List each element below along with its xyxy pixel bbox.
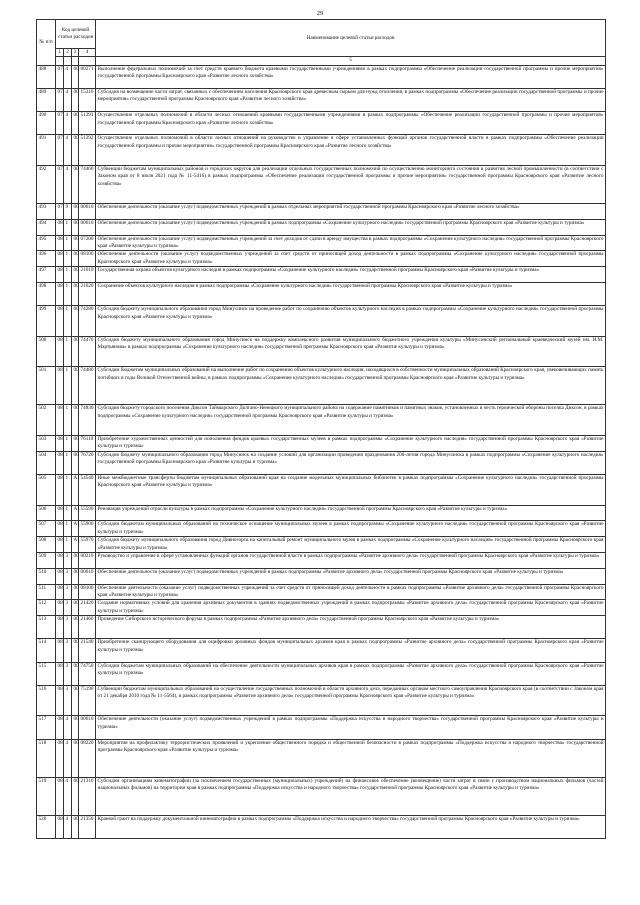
row-index: 499 bbox=[37, 306, 56, 337]
code-part-2: 1 bbox=[64, 537, 72, 553]
code-part-4: 07200 bbox=[79, 235, 96, 251]
row-index: 503 bbox=[37, 435, 56, 451]
code-part-1: 08 bbox=[56, 405, 64, 436]
row-index: 496 bbox=[37, 251, 56, 267]
code-part-3: 00 bbox=[72, 777, 79, 815]
code-part-1: 08 bbox=[56, 235, 64, 251]
table-row bbox=[37, 235, 606, 251]
row-index: 508 bbox=[37, 537, 56, 553]
row-description: Обеспечение деятельности (оказание услуг) подведомственных учреждений за счет доходов от сдачи в аренду имущества в рамках подпрограммы «Сохранение культурного наследия» государственной программы Красноярского края «Развитие культуры и туризма» bbox=[97, 235, 604, 249]
table-row bbox=[37, 815, 606, 838]
row-index: 518 bbox=[37, 739, 56, 777]
code-part-1: 08 bbox=[56, 451, 64, 474]
code-part-4: 21620 bbox=[79, 282, 96, 305]
code-part-3: 00 bbox=[72, 267, 79, 283]
row-description: Приобретение сканирующего оборудования для оцифровки архивных фондов муниципальных архивов края в рамках подпрограммы «Развитие архивного дела» государственной программы Красноярского края «Развитие культуры и туризма» bbox=[96, 639, 606, 662]
row-index: 510 bbox=[37, 568, 56, 584]
code-part-2: 3 bbox=[64, 616, 72, 639]
code-part-4: 21460 bbox=[79, 616, 96, 639]
code-part-4: 00610 bbox=[79, 219, 96, 235]
code-part-4: 51291 bbox=[79, 112, 96, 135]
code-part-1: 08 bbox=[56, 505, 64, 521]
code-part-2: 4 bbox=[64, 739, 72, 777]
code-part-1: 07 bbox=[56, 203, 64, 219]
row-index: 513 bbox=[37, 616, 56, 639]
code-part-2: 4 bbox=[64, 65, 72, 88]
code-part-3: 00 bbox=[72, 815, 79, 838]
code-part-2: 1 bbox=[64, 367, 72, 405]
table-row bbox=[37, 251, 606, 267]
code-part-4: 15310 bbox=[79, 89, 96, 112]
table-row bbox=[37, 65, 606, 88]
row-description: Осуществление отдельных полномочий в области лесных отношений краевыми государственными учреждениями в рамках подпрограммы «Обеспечение реализации государственной программы и прочие мероприятия» государственной программы Красноярского края «Развитие лесного хозяйства» bbox=[96, 112, 606, 135]
code-part-4: 08220 bbox=[79, 739, 96, 777]
row-description: Субсидия бюджету городского поселения Диксон Таймырского Долгано-Ненецкого муниципального района на содержание памятников и памятных знаков, установленных в честь героической обороны поселка Диксон, в рамках подпрограммы «Сохранение культурного наследия» государственной программы Красноярского края «Развитие культуры и туризма» bbox=[96, 405, 606, 436]
row-index: 502 bbox=[37, 405, 56, 436]
code-part-4: 21540 bbox=[79, 639, 96, 662]
code-part-4: 21420 bbox=[79, 600, 96, 616]
code-part-2: 1 bbox=[64, 306, 72, 337]
row-index: 520 bbox=[37, 815, 56, 838]
table-header bbox=[37, 20, 606, 66]
row-index: 501 bbox=[37, 367, 56, 405]
table-row bbox=[37, 336, 606, 367]
code-part-2: 1 bbox=[64, 336, 72, 367]
row-description: Субсидия на возмещение части затрат, связанных с обеспечением населения Красноярского края древесным сырьем для нужд отопления, в рамках подпрограммы «Обеспечение реализации государственной программы и прочие мероприятия» государственной программы Красноярского края «Развитие лесного хозяйства» bbox=[96, 89, 606, 112]
code-part-2: 4 bbox=[64, 135, 72, 166]
code-part-1: 08 bbox=[56, 267, 64, 283]
code-part-4: 76720 bbox=[79, 451, 96, 474]
code-part-3: 00 bbox=[72, 405, 79, 436]
header-code-group: Код целевой статьи расходов bbox=[56, 20, 96, 49]
table-row bbox=[37, 219, 606, 235]
row-index: 493 bbox=[37, 203, 56, 219]
code-part-2: 4 bbox=[64, 165, 72, 203]
code-part-1: 08 bbox=[56, 777, 64, 815]
table-row bbox=[37, 165, 606, 203]
code-part-3: 00 bbox=[72, 135, 79, 166]
code-part-3: 00 bbox=[72, 65, 79, 88]
table-row bbox=[37, 367, 606, 405]
code-part-2: 4 bbox=[64, 716, 72, 739]
code-part-1: 08 bbox=[56, 537, 64, 553]
code-part-3: 00 bbox=[72, 251, 79, 267]
code-part-4: 00610 bbox=[79, 716, 96, 739]
code-part-3: 00 bbox=[72, 716, 79, 739]
code-part-2: 4 bbox=[64, 815, 72, 838]
code-part-4: 55900 bbox=[79, 521, 96, 537]
row-description: Осуществление отдельных полномочий в области лесных отношений на руководство и управление в сфере установленных функций органов государственной власти в рамках подпрограммы «Обеспечение реализации государственной программы и прочие мероприятия» государственной программы Красноярского края «Развитие лесного хозяйства» bbox=[96, 135, 606, 166]
code-part-4: 00210 bbox=[79, 552, 96, 568]
code-part-3: 00 bbox=[72, 282, 79, 305]
code-part-4: 74460 bbox=[79, 165, 96, 203]
row-index: 515 bbox=[37, 662, 56, 685]
code-part-3: А1 bbox=[72, 505, 79, 521]
code-part-3: 00 bbox=[72, 435, 79, 451]
row-index: 507 bbox=[37, 521, 56, 537]
code-part-1: 07 bbox=[56, 135, 64, 166]
row-description: Руководство и управление в сфере установленных функций органов государственной власти в рамках подпрограммы «Развитие архивного дела» государственной программы Красноярского края «Развитие культуры и туризма» bbox=[96, 552, 606, 568]
code-part-2: 9 bbox=[64, 203, 72, 219]
target-articles-table bbox=[36, 19, 606, 839]
code-part-3: 00 bbox=[72, 367, 79, 405]
row-index: 511 bbox=[37, 584, 56, 600]
table-row bbox=[37, 639, 606, 662]
row-index: 495 bbox=[37, 235, 56, 251]
code-part-2: 3 bbox=[64, 584, 72, 600]
row-index: 494 bbox=[37, 219, 56, 235]
code-part-4: 74470 bbox=[79, 336, 96, 367]
code-part-2: 3 bbox=[64, 685, 72, 716]
table-row bbox=[37, 537, 606, 553]
code-part-1: 08 bbox=[56, 739, 64, 777]
table-row bbox=[37, 505, 606, 521]
code-part-2: 4 bbox=[64, 777, 72, 815]
code-part-4: 74480 bbox=[79, 367, 96, 405]
code-part-1: 08 bbox=[56, 600, 64, 616]
row-description: Государственная охрана объектов культурного наследия в рамках подпрограммы «Сохранение культурного наследия» государственной программы Красноярского края «Развитие культуры и туризма» bbox=[96, 267, 606, 283]
code-part-1: 07 bbox=[56, 89, 64, 112]
table-row bbox=[37, 435, 606, 451]
header-code-num: 2 bbox=[64, 49, 72, 57]
code-part-4: 55590 bbox=[79, 505, 96, 521]
row-index: 517 bbox=[37, 716, 56, 739]
row-description: Субсидии бюджетам муниципальных образований на выполнение работ по сохранению объектов культурного наследия, находящихся в собственности муниципальных образований Красноярского края, увековечивающих память погибших в годы Великой Отечественной войны, в рамках подпрограммы «Сохранение культурного наследия» государственной программы Красноярского края «Развитие культуры и туризма» bbox=[96, 367, 606, 405]
row-index: 505 bbox=[37, 474, 56, 505]
row-description: Обеспечение деятельности (оказание услуг) подведомственных учреждений в рамках подпрограммы «Сохранение культурного наследия» государственной программы Красноярского края «Развитие культуры и туризма» bbox=[96, 219, 606, 235]
code-part-3: 00 bbox=[72, 306, 79, 337]
code-part-4: 21350 bbox=[79, 815, 96, 838]
code-part-2: 3 bbox=[64, 662, 72, 685]
table-row bbox=[37, 112, 606, 135]
row-index: 492 bbox=[37, 165, 56, 203]
code-part-4: 00610 bbox=[79, 568, 96, 584]
code-part-2: 1 bbox=[64, 251, 72, 267]
table-row bbox=[37, 282, 606, 305]
row-index: 490 bbox=[37, 112, 56, 135]
code-part-1: 07 bbox=[56, 65, 64, 88]
code-part-2: 1 bbox=[64, 219, 72, 235]
code-part-3: 00 bbox=[72, 662, 79, 685]
code-part-3: 00 bbox=[72, 600, 79, 616]
row-description: Субсидия бюджету муниципального образования город Минусинск на создание условий для организации проведения празднования 200-летия города Минусинска в рамках подпрограммы «Сохранение культурного наследия» государственной программы Красноярского края «Развитие культуры и туризма» bbox=[96, 451, 606, 474]
row-description: Приобретение художественных ценностей для пополнения фондов краевых государственных музеев в рамках подпрограммы «Сохранение культурного наследия» государственной программы Красноярского края «Развитие культуры и туризма» bbox=[97, 435, 604, 450]
row-description: Субсидии бюджетам муниципальных образований на обеспечение деятельности муниципальных архивов края в рамках подпрограммы «Развитие архивного дела» государственной программы Красноярского края «Развитие культуры и туризма» bbox=[96, 662, 606, 685]
code-part-4: 08100 bbox=[79, 251, 96, 267]
code-part-1: 07 bbox=[56, 112, 64, 135]
code-part-4: 54540 bbox=[79, 474, 96, 505]
code-part-2: 3 bbox=[64, 600, 72, 616]
code-part-2: 3 bbox=[64, 552, 72, 568]
code-part-1: 08 bbox=[56, 306, 64, 337]
row-description: Выполнение федеральных полномочий за счет средств краевого бюджета краевыми государственными учреждениями в рамках подпрограммы «Обеспечение реализации государственной программы и прочие мероприятия» государственной программы Красноярского края «Развитие лесного хозяйства» bbox=[96, 65, 606, 88]
code-part-3: 00 bbox=[72, 219, 79, 235]
code-part-1: 08 bbox=[56, 616, 64, 639]
row-index: 512 bbox=[37, 600, 56, 616]
code-part-1: 08 bbox=[56, 552, 64, 568]
row-description: Сохранение объектов культурного наследия в рамках подпрограммы «Сохранение культурного наследия» государственной программы Красноярского края «Развитие культуры и туризма» bbox=[96, 282, 606, 305]
row-description: Реновация учреждений отрасли культуры в рамках подпрограммы «Сохранение культурного наследия» государственной программы Красноярского края «Развитие культуры и туризма» bbox=[96, 505, 606, 521]
table-row bbox=[37, 685, 606, 716]
code-part-1: 08 bbox=[56, 474, 64, 505]
header-name-num: 5 bbox=[96, 57, 606, 65]
code-part-1: 08 bbox=[56, 639, 64, 662]
row-description: Создание нормативных условий для хранения архивных документов в зданиях подведомственных учреждений в рамках подпрограммы «Развитие архивного дела» государственной программы Красноярского края «Развитие культуры и туризма» bbox=[97, 600, 604, 614]
code-part-4: 74830 bbox=[79, 405, 96, 436]
row-index: 519 bbox=[37, 777, 56, 815]
row-index: 498 bbox=[37, 282, 56, 305]
code-part-3: 00 bbox=[72, 112, 79, 135]
code-part-1: 08 bbox=[56, 716, 64, 739]
code-part-4: 55970 bbox=[79, 537, 96, 553]
row-index: 491 bbox=[37, 135, 56, 166]
code-part-3: 00 bbox=[72, 639, 79, 662]
header-name: Наименование целевой статьи расходов bbox=[96, 20, 606, 57]
code-part-2: 1 bbox=[64, 282, 72, 305]
code-part-4: 00610 bbox=[79, 203, 96, 219]
header-code-blank bbox=[72, 57, 79, 65]
code-part-3: 00 bbox=[72, 235, 79, 251]
table-row bbox=[37, 739, 606, 777]
table-row bbox=[37, 777, 606, 815]
row-description: Субсидия бюджету муниципального образования город Дивногорск на капитальный ремонт муниципального музея в рамках подпрограммы «Сохранение культурного наследия» государственной программы Красноярского края «Развитие культуры и туризма» bbox=[97, 537, 604, 551]
code-part-3: 00 bbox=[72, 739, 79, 777]
table-row bbox=[37, 568, 606, 584]
code-part-2: 1 bbox=[64, 474, 72, 505]
code-part-3: 00 bbox=[72, 685, 79, 716]
code-part-1: 07 bbox=[56, 165, 64, 203]
code-part-2: 1 bbox=[64, 267, 72, 283]
row-description: Субсидия бюджету муниципального образования город Минусинск на поддержку комплексного развития муниципального бюджетного учреждения культуры «Минусинский региональный краеведческий музей им. Н.М. Мартьянова» в рамках подпрограммы «Сохранение культурного наследия» государственной программы Красноярского края «Развитие культуры и туризма» bbox=[96, 336, 606, 367]
header-code-num: 3 bbox=[72, 49, 79, 57]
row-index: 514 bbox=[37, 639, 56, 662]
row-description: Обеспечение деятельности (оказание услуг) подведомственных учреждений в рамках отдельных мероприятий государственной программы Красноярского края «Развитие лесного хозяйства» bbox=[96, 203, 606, 219]
code-part-3: 00 bbox=[72, 203, 79, 219]
code-part-1: 08 bbox=[56, 584, 64, 600]
code-part-4: 21610 bbox=[79, 267, 96, 283]
row-description: Субсидии организациям кинематографии (за исключением государственных (муниципальных) учреждений) на финансовое обеспечение (возмещение) части затрат в связи с производством национальных фильмов (частей национальных фильмов) на территории края в рамках подпрограммы «Поддержка искусства и народного творчества» государственной программы Красноярского края «Развитие культуры и туризма» bbox=[96, 777, 606, 815]
code-part-1: 08 bbox=[56, 662, 64, 685]
code-part-3: 00 bbox=[72, 584, 79, 600]
table-body bbox=[37, 65, 606, 838]
table-row bbox=[37, 267, 606, 283]
code-part-1: 08 bbox=[56, 435, 64, 451]
code-part-2: 4 bbox=[64, 89, 72, 112]
row-description: Субвенции бюджетам муниципальных районов и городских округов для реализации отдельных государственных полномочий по осуществлению мониторинга состояния и развития лесной промышленности (в соответствии с Законом края от 8 июля 2021 года № 11-5416) в рамках подпрограммы «Обеспечение реализации государственной программы и прочие мероприятия» государственной программы Красноярского края «Развитие лесного хозяйства» bbox=[96, 165, 606, 203]
table-row bbox=[37, 135, 606, 166]
table-row bbox=[37, 451, 606, 474]
code-part-2: 4 bbox=[64, 112, 72, 135]
header-code-blank bbox=[64, 57, 72, 65]
table-row bbox=[37, 600, 606, 616]
code-part-1: 08 bbox=[56, 251, 64, 267]
row-index: 500 bbox=[37, 336, 56, 367]
page-number: 29 bbox=[316, 10, 324, 17]
code-part-1: 08 bbox=[56, 367, 64, 405]
code-part-4: 74750 bbox=[79, 662, 96, 685]
row-description: Иные межбюджетные трансферты бюджетам муниципальных образований края на создание модельных муниципальных библиотек в рамках подпрограммы «Сохранение культурного наследия» государственной программы Красноярского края «Развитие культуры и туризма» bbox=[96, 474, 606, 505]
code-part-4: 75190 bbox=[79, 685, 96, 716]
code-part-4: 74280 bbox=[79, 306, 96, 337]
header-code-num: 4 bbox=[79, 49, 96, 57]
row-description: Краевой грант на поддержку документальной кинематографии в рамках подпрограммы «Поддержка искусства и народного творчества» государственной программы Красноярского края «Развитие культуры и туризма» bbox=[96, 815, 606, 838]
code-part-4: 00271 bbox=[79, 65, 96, 88]
row-description: Проведение Сибирского исторического форума в рамках подпрограммы «Развитие архивного дела» государственной программы Красноярского края «Развитие культуры и туризма» bbox=[96, 616, 606, 639]
code-part-3: А1 bbox=[72, 474, 79, 505]
table-row bbox=[37, 584, 606, 600]
row-index: 488 bbox=[37, 65, 56, 88]
row-description: Субсидии бюджетам муниципальных образований на техническое оснащение муниципальных музеев в рамках подпрограммы «Сохранение культурного наследия» государственной программы Красноярского края «Развитие культуры и туризма» bbox=[97, 521, 604, 535]
code-part-4: 21310 bbox=[79, 777, 96, 815]
table-row bbox=[37, 552, 606, 568]
code-part-1: 08 bbox=[56, 568, 64, 584]
code-part-2: 1 bbox=[64, 521, 72, 537]
code-part-1: 08 bbox=[56, 219, 64, 235]
row-index: 497 bbox=[37, 267, 56, 283]
header-index: № п/п bbox=[37, 20, 56, 66]
table-row bbox=[37, 203, 606, 219]
row-index: 504 bbox=[37, 451, 56, 474]
code-part-3: 00 bbox=[72, 451, 79, 474]
code-part-3: 00 bbox=[72, 336, 79, 367]
row-index: 509 bbox=[37, 552, 56, 568]
code-part-4: 08100 bbox=[79, 584, 96, 600]
code-part-3: 00 bbox=[72, 616, 79, 639]
code-part-2: 1 bbox=[64, 235, 72, 251]
row-index: 516 bbox=[37, 685, 56, 716]
row-description: Субвенции бюджетам муниципальных образований на осуществление государственных полномочий в области архивного дела, переданных органам местного самоуправления Красноярского края (в соответствии с Законом края от 21 декабря 2010 года № 11-5564), в рамках подпрограммы «Развитие архивного дела» государственной программы Красноярского края «Развитие культуры и туризма» bbox=[96, 685, 606, 716]
code-part-1: 08 bbox=[56, 815, 64, 838]
header-code-blank bbox=[56, 57, 64, 65]
code-part-3: 00 bbox=[72, 89, 79, 112]
code-part-3: 00 bbox=[72, 165, 79, 203]
code-part-1: 08 bbox=[56, 336, 64, 367]
table-row bbox=[37, 474, 606, 505]
code-part-2: 1 bbox=[64, 451, 72, 474]
row-description: Мероприятия на профилактику террористических проявлений и укрепление общественного порядка и общественной безопасности в рамках подпрограммы «Поддержка искусства и народного творчества» государственной программы Красноярского края «Развитие культуры и туризма» bbox=[96, 739, 606, 777]
code-part-4: 51292 bbox=[79, 135, 96, 166]
code-part-2: 3 bbox=[64, 639, 72, 662]
table-row bbox=[37, 89, 606, 112]
row-index: 506 bbox=[37, 505, 56, 521]
table-row bbox=[37, 716, 606, 739]
table-row bbox=[37, 662, 606, 685]
code-part-1: 08 bbox=[56, 521, 64, 537]
row-description: Субсидия бюджету муниципального образования город Минусинск на проведение работ по сохранению объектов культурного наследия в рамках подпрограммы «Сохранение культурного наследия» государственной программы Красноярского края «Развитие культуры и туризма» bbox=[96, 306, 606, 337]
code-part-1: 08 bbox=[56, 282, 64, 305]
row-description: Обеспечение деятельности (оказание услуг) подведомственных учреждений за счет средств от приносящей доход деятельности в рамках подпрограммы «Развитие архивного дела» государственной программы Красноярского края «Развитие культуры и туризма» bbox=[97, 584, 604, 598]
row-description: Обеспечение деятельности (оказание услуг) подведомственных учреждений в рамках подпрограммы «Развитие архивного дела» государственной программы Красноярского края «Развитие культуры и туризма» bbox=[96, 568, 606, 584]
table-row bbox=[37, 405, 606, 436]
code-part-1: 08 bbox=[56, 685, 64, 716]
code-part-2: 1 bbox=[64, 505, 72, 521]
row-description: Обеспечение деятельности (оказание услуг) подведомственных учреждений в рамках подпрограммы «Поддержка искусства и народного творчества» государственной программы Красноярского края «Развитие культуры и туризма» bbox=[96, 716, 606, 739]
code-part-4: 76110 bbox=[79, 435, 96, 451]
code-part-2: 1 bbox=[64, 435, 72, 451]
header-code-num: 1 bbox=[56, 49, 64, 57]
code-part-3: 00 bbox=[72, 552, 79, 568]
code-part-3: 00 bbox=[72, 568, 79, 584]
row-description: Обеспечение деятельности (оказание услуг) подведомственных учреждений за счет средств от приносящей доход деятельности в рамках подпрограммы «Сохранение культурного наследия» государственной программы Красноярского края «Развитие культуры и туризма» bbox=[97, 251, 604, 265]
code-part-3: А1 bbox=[72, 521, 79, 537]
code-part-2: 3 bbox=[64, 568, 72, 584]
row-index: 489 bbox=[37, 89, 56, 112]
header-code-blank bbox=[79, 57, 96, 65]
code-part-3: А1 bbox=[72, 537, 79, 553]
table-row bbox=[37, 616, 606, 639]
table-row bbox=[37, 521, 606, 537]
table-row bbox=[37, 306, 606, 337]
code-part-2: 1 bbox=[64, 405, 72, 436]
